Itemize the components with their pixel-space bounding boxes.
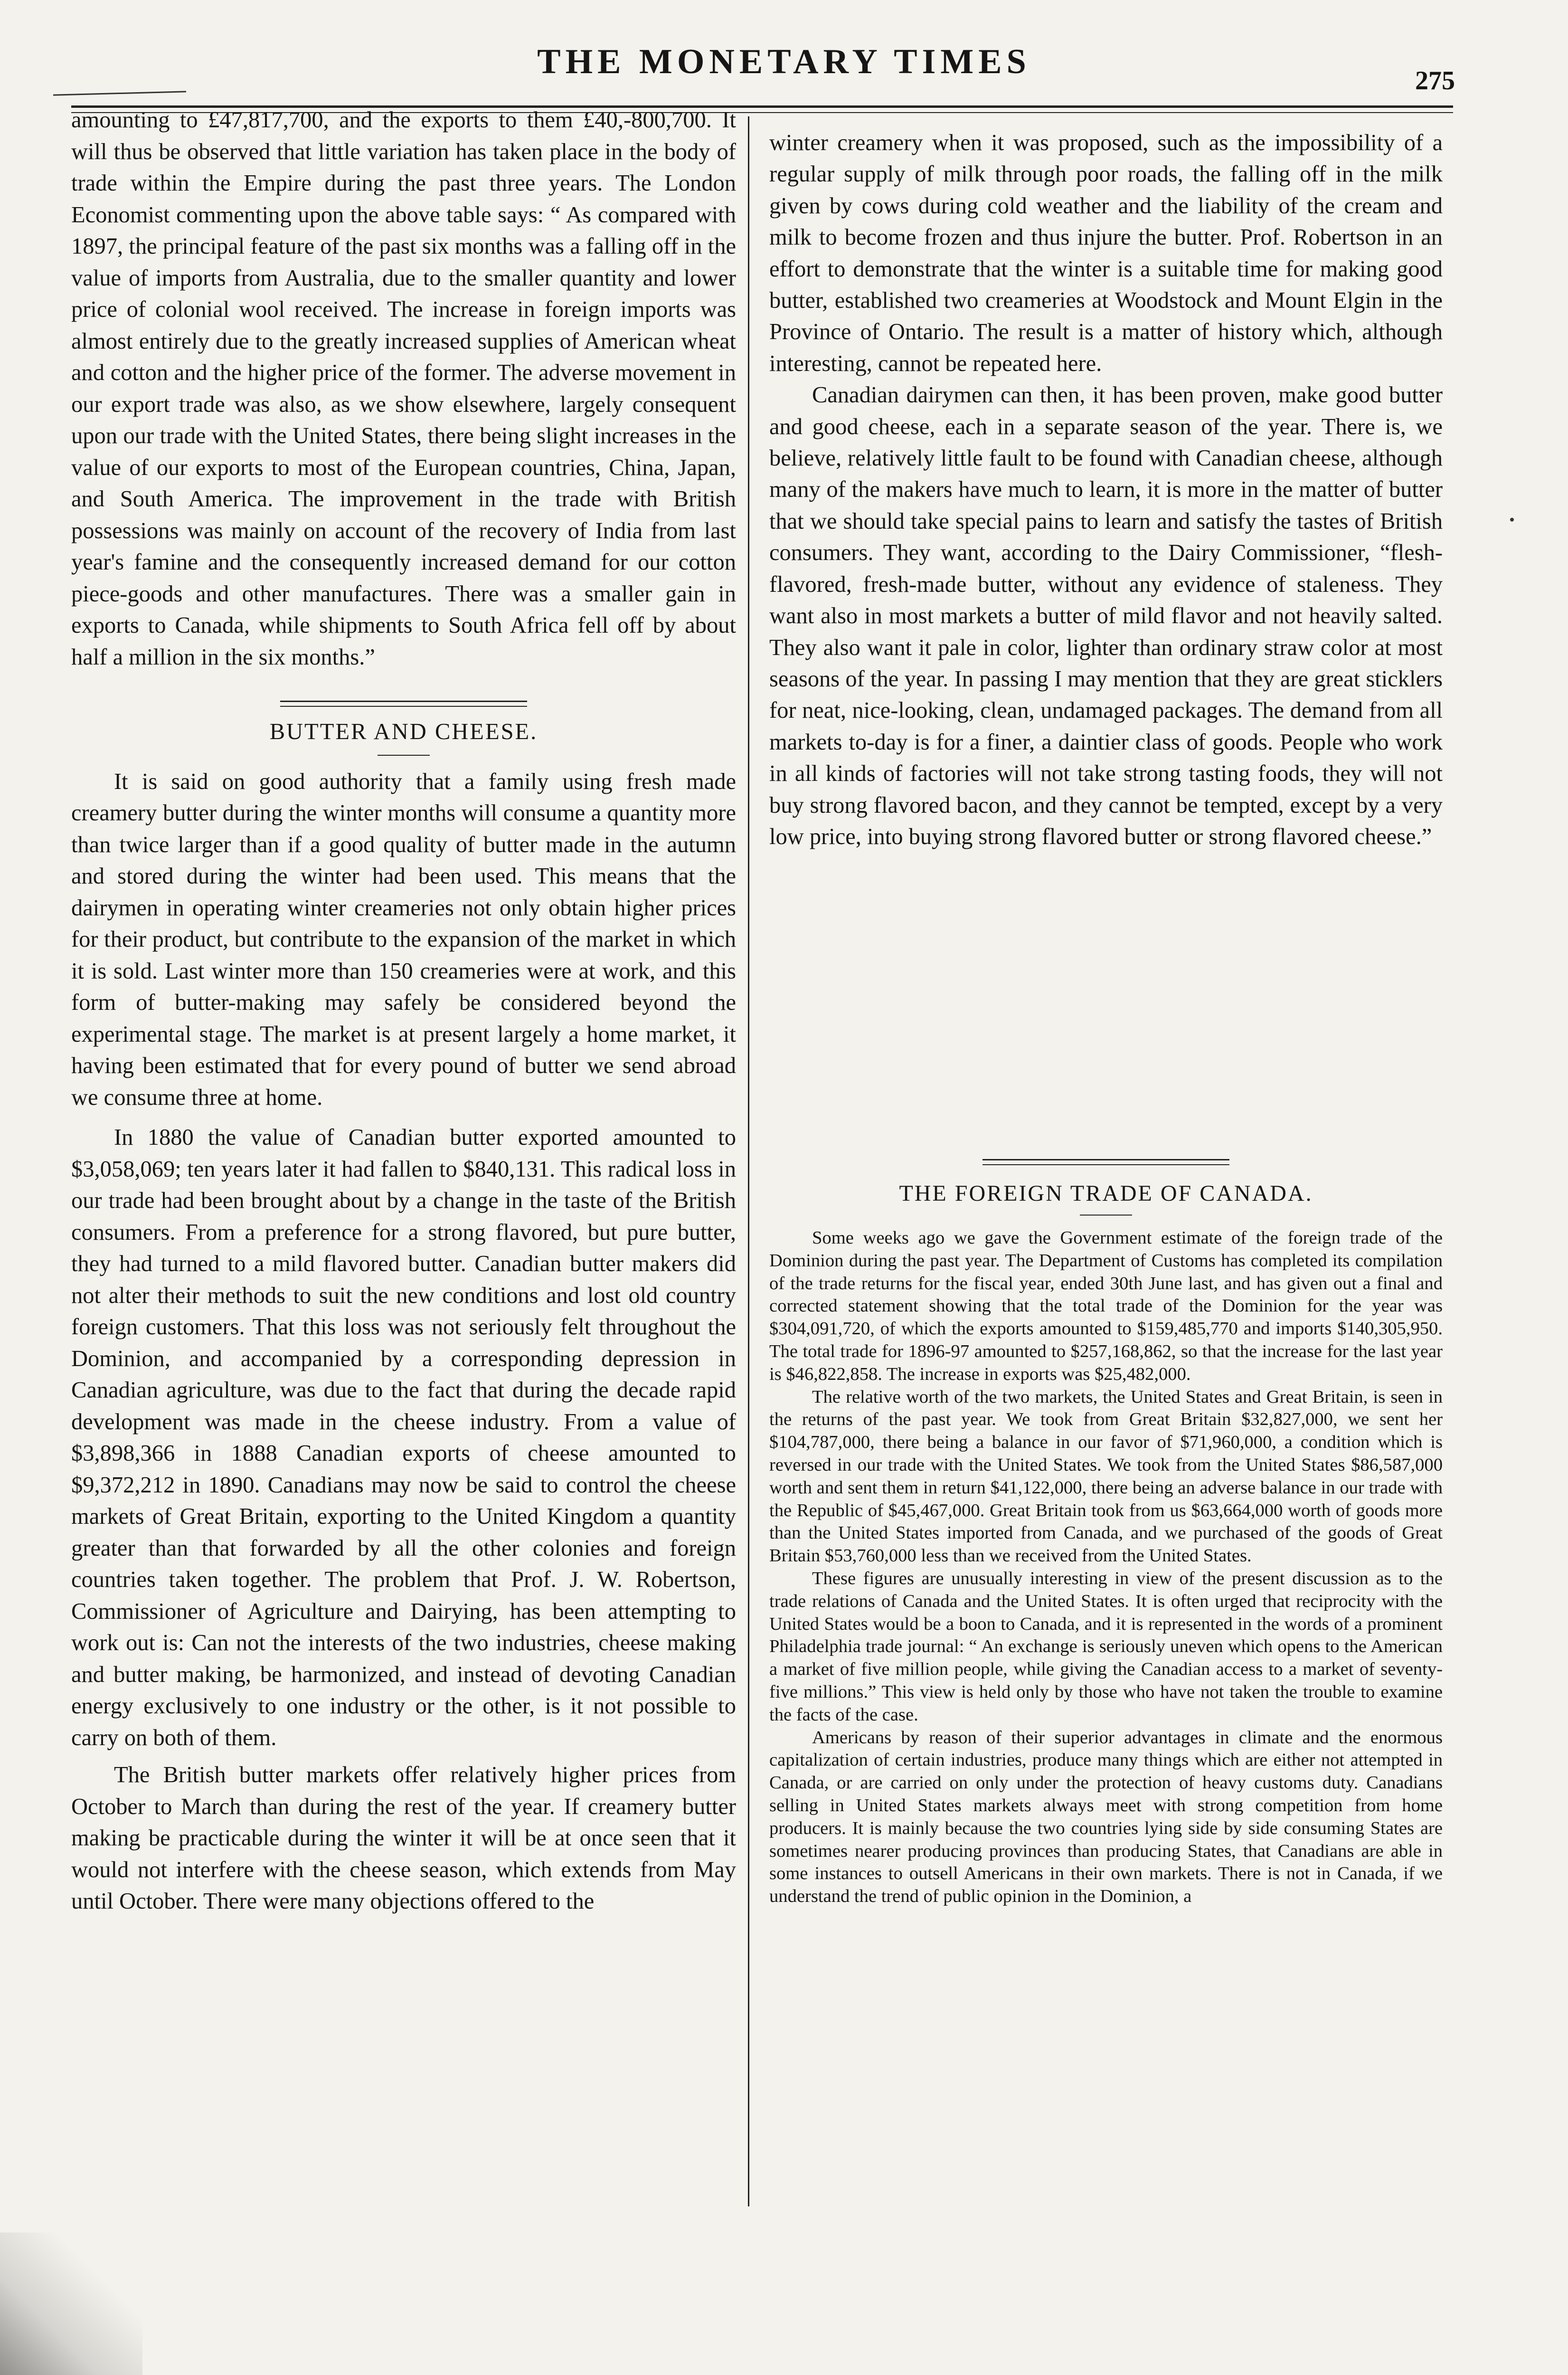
- stray-mark: [1510, 518, 1514, 522]
- left-paragraph-2: It is said on good authority that a family using fresh made creamery butter during the winter months will consume a quantity more than twice larger than if a good quality of butter made in the autumn and stored during the winter had been used. This means that the dairymen in operating winter creameries not only obtain higher prices for their product, but contribute to the expansion of the market in which it is sold. Last winter more than 150 creameries were at work, and this form of butter-making may safely be considered beyond the experimental stage. The market is at present largely a home market, it having been estimated that for every pound of butter we send abroad we consume three at home.: [71, 769, 736, 1110]
- right-paragraph-1: winter creamery when it was proposed, such as the impossibility of a regular supply of milk through poor roads, the falling off in the milk given by cows during cold weather and the liability of the cream and milk to become frozen and thus injure the butter. Prof. Robertson in an effort to demonstrate that the winter is a suitable time for making good butter, established two creameries at Woodstock and Mount Elgin in the Province of Ontario. The result is a matter of history which, although interesting, cannot be repeated here.: [769, 130, 1443, 376]
- column-divider: [748, 116, 749, 2206]
- right-column-lower: [769, 1159, 1443, 1908]
- article-heading-foreign-trade: THE FOREIGN TRADE OF CANADA.: [899, 1181, 1313, 1206]
- left-paragraph-4: The British butter markets offer relatively higher prices from October to March than during the rest of the year. If creamery butter making be practicable during the winter it will be at once seen that it would not interfere with the cheese season, which extends from May until October. There were many objections offered to the: [71, 1762, 736, 1914]
- right-paragraph-4: The relative worth of the two markets, the United States and Great Britain, is seen in the returns of the past year. We took from Great Britain $32,827,000, we sent her $104,787,000, there being a balance in our favor of $71,960,000, a condition which is reversed in our trade with the United States. We took from the United States $86,587,000 worth and sent them in return $41,122,000, there being an adverse balance in our trade with the Republic of $45,467,000. Great Britain took from us $63,664,000 worth of goods more than the United States imported from Canada, and we purchased of the goods of Great Britain $53,760,000 less than we received from the United States.: [769, 1387, 1443, 1566]
- article-heading-butter-and-cheese: BUTTER AND CHEESE.: [269, 719, 538, 744]
- left-column: [71, 104, 736, 1918]
- masthead-title: THE MONETARY TIMES: [537, 42, 1031, 81]
- left-paragraph-3: In 1880 the value of Canadian butter exported amounted to $3,058,069; ten years later it had fallen to $840,131. This radical loss in our trade had been brought about by a change in the taste of the British consumers. From a preference for a strong flavored, but pure butter, they had turned to a mild flavored butter. Canadian butter makers did not alter their methods to suit the new conditions and lost old country foreign customers. That this loss was not seriously felt throughout the Dominion, and accompanied by a corresponding depression in Canadian agriculture, was due to the fact that during the decade rapid development was made in the cheese industry. From a value of $3,898,366 in 1888 Canadian exports of cheese amounted to $9,372,212 in 1890. Canadians may now be said to control the cheese markets of Great Britain, exporting to the United Kingdom a quantity greater than that forwarded by all the other colonies and foreign countries taken together. The problem that Prof. J. W. Robertson, Commissioner of Agriculture and Dairying, has been attempting to work out is: Can not the interests of the two industries, cheese making and butter making, be harmonized, and instead of devoting Canadian energy exclusively to one industry or the other, is it not possible to carry on both of them.: [71, 1125, 736, 1750]
- left-paragraph-1: amounting to £47,817,700, and the exports to them £40,-800,700. It will thus be observed that little variation has taken place in the body of trade within the Empire during the past three years. The London Economist commenting upon the above table says: “ As compared with 1897, the principal feature of the past six months was a falling off in the value of imports from Australia, due to the smaller quantity and lower price of colonial wool received. The increase in foreign imports was almost entirely due to the greatly increased supplies of American wheat and cotton and the higher price of the former. The adverse movement in our export trade was also, as we show elsewhere, largely consequent upon our trade with the United States, there being slight increases in the value of our exports to most of the European countries, China, Japan, and South America. The improvement in the trade with British possessions was mainly on account of the recovery of India from last year's famine and the consequently increased demand for our cotton piece-goods and other manufactures. There was a smaller gain in exports to Canada, while shipments to South Africa fell off by about half a million in the six months.”: [71, 107, 736, 670]
- scan-corner-shadow: [0, 2232, 142, 2375]
- right-paragraph-3: Some weeks ago we gave the Government estimate of the foreign trade of the Dominion during the past year. The Department of Customs has completed its compilation of the trade returns for the fiscal year, ended 30th June last, and has given out a final and corrected statement showing that the total trade of the Dominion for the year was $304,091,720, of which the exports amounted to $159,485,770 and imports $140,305,950. The total trade for 1896-97 amounted to $257,168,862, so that the increase for the last year is $46,822,858. The increase in exports was $25,482,000.: [769, 1228, 1443, 1384]
- page-number: 275: [1415, 66, 1455, 95]
- right-paragraph-2: Canadian dairymen can then, it has been proven, make good butter and good cheese, each in a separate season of the year. There is, we believe, relatively little fault to be found with Canadian cheese, although many of the makers have much to learn, it is more in the matter of butter that we should take special pains to learn and satisfy the tastes of British consumers. They want, according to the Dairy Commissioner, “flesh-flavored, fresh-made butter, without any evidence of staleness. They want also in most markets a butter of mild flavor and not heavily salted. They also want it pale in color, lighter than ordinary straw color at most seasons of the year. In passing I may mention that they are great sticklers for neat, nice-looking, clean, undamaged packages. The demand from all markets to-day is for a finer, a daintier class of goods. People who work in all kinds of factories will not take strong tasting foods, they will not buy strong flavored bacon, and they cannot be tempted, except by a very low price, into buying strong flavored butter or strong flavored cheese.”: [769, 382, 1443, 849]
- header-rule-skewed: [53, 91, 186, 95]
- right-paragraph-6: Americans by reason of their superior advantages in climate and the enormous capitalization of certain industries, produce many things which are either not attempted in Canada, or are carried on only under the protection of heavy customs duty. Canadians selling in United States markets always meet with strong competition from home producers. It is mainly because the two countries lying side by side consuming States are sometimes nearer producing provinces than producing States, that Canadians are able in some instances to outsell Americans in their own markets. There is not in Canada, if we understand the trend of public opinion in the Dominion, a: [769, 1727, 1443, 1907]
- right-column-upper: [769, 127, 1443, 853]
- right-paragraph-5: These figures are unusually interesting in view of the present discussion as to the trade relations of Canada and the United States. It is often urged that reciprocity with the United States would be a boon to Canada, and it is represented in the words of a prominent Philadelphia trade journal: “ An exchange is seriously uneven which opens to the American a market of five million people, while giving the Canadian access to a market of seventy-five millions.” This view is held only by those who have not taken the trouble to examine the facts of the case.: [769, 1568, 1443, 1725]
